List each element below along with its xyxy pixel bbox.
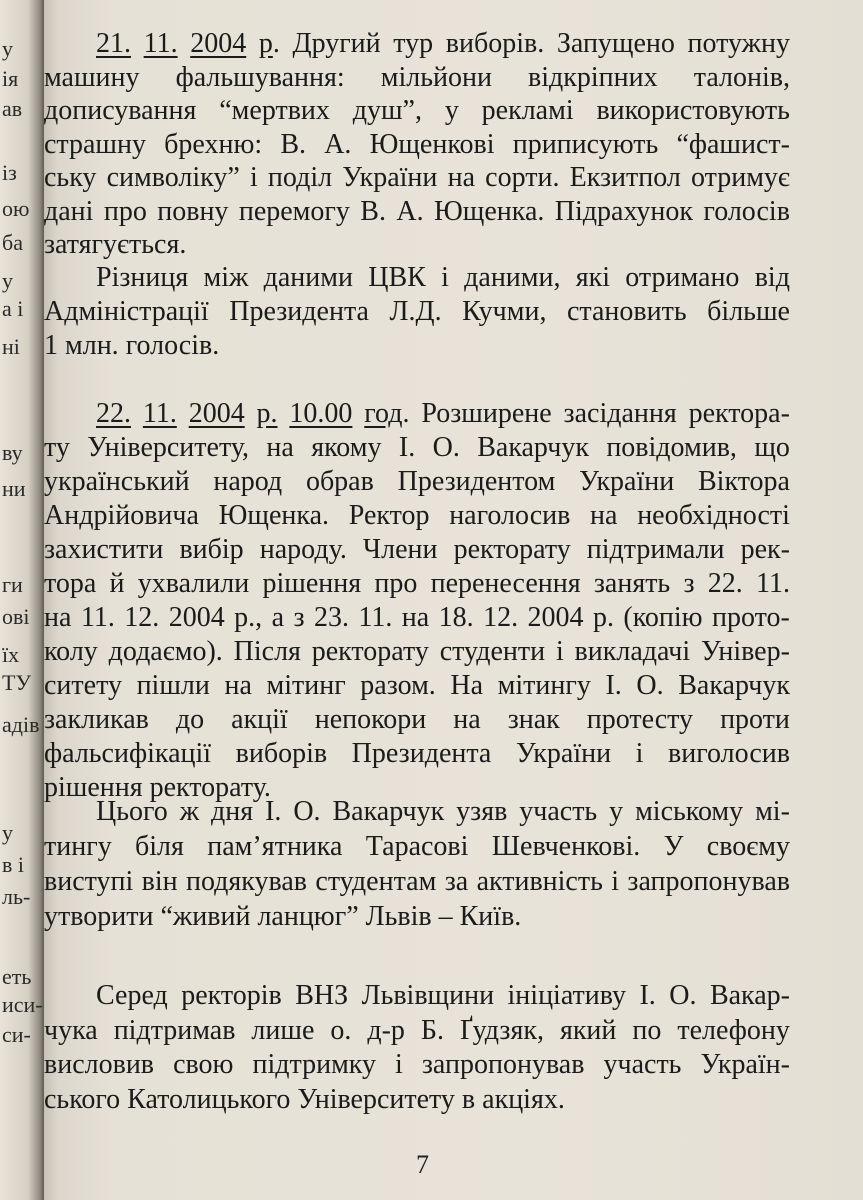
left-page-fragment: у [2,268,13,293]
text-line: 22. 11. 2004 р. 10.00 год. Розширене засідання ректора- [96,398,790,429]
text-line: на 11. 12. 2004 р., а з 23. 11. на 18. 12. 2004 р. (копію прото- [44,602,790,633]
text-line: 21. 11. 2004 р. Другий тур виборів. Запущено потужну [96,28,790,59]
text-line: захистити вибір народу. Члени ректорату підтримали рек- [44,534,790,565]
left-page-fragment: їх [2,642,20,667]
text-line: рішення ректорату. [44,772,271,803]
text-line: український народ обрав Президентом України Віктора [44,466,790,497]
text-line: ситету пішли на мітинг разом. На мітингу І. О. Вакарчук [44,670,790,701]
text-line: Різниця між даними ЦВК і даними, які отримано від [96,262,790,293]
text-line: ського Католицького Університету в акціях. [44,1083,565,1115]
text-line: висловив свою підтримку і запропонував участь Україн- [44,1049,790,1080]
text-line: затягується. [44,229,187,260]
left-page-fragment: ву [2,440,23,465]
left-page-fragment: із [2,160,17,185]
text-line: виступі він подякував студентам за активність і запропонував [44,866,790,897]
left-page-fragment: ги [2,572,23,597]
left-page-fragment: ТУ [2,670,32,695]
text-line: дописування “мертвих душ”, у рекламі використовують [44,95,790,126]
left-page-fragment: ба [2,230,23,255]
text-line: чука підтримав лише о. д-р Б. Ґудзяк, який по телефону [44,1014,790,1046]
text-line: Серед ректорів ВНЗ Львівщини ініціативу І. О. Вакар- [96,980,790,1011]
text-line: Адміністрації Президента Л.Д. Кучми, становить більше [44,296,790,327]
left-page-fragment: си- [2,1022,31,1047]
text-line: машину фальшування: мільйони відкріпних талонів, [44,61,790,93]
text-line: тора й ухвалили рішення про перенесення занять з 22. 11. [44,568,790,599]
text-line: дані про повну перемогу В. А. Ющенка. Підрахунок голосів [44,195,790,227]
left-page-fragment: ові [2,604,30,629]
left-page-fragment: ні [2,334,20,359]
left-page-fragment: ою [2,196,30,221]
left-page-edge [0,0,44,1200]
left-page-fragment: еть [2,964,32,989]
left-page-fragment: иси- [2,992,43,1017]
text-line: ту Університету, на якому І. О. Вакарчук повідомив, що [44,432,790,463]
book-page [44,0,863,1200]
left-page-fragment: адів [2,712,40,737]
text-line: ську символіку” і поділ України на сорти. Екзитпол отримує [44,162,790,193]
text-line: Цього ж дня І. О. Вакарчук узяв участь у міському мі- [96,796,790,827]
left-page-fragment: у [2,820,13,845]
text-line: Андрійовича Ющенка. Ректор наголосив на необхідності [44,500,790,531]
page-text [44,0,863,1200]
text-line: тингу біля пам’ятника Тарасові Шевченкові. У своєму [44,831,790,862]
text-line: закликав до акції непокори на знак протесту проти [44,704,790,735]
left-page-fragment: у [2,36,13,61]
left-page-fragment: ав [2,96,23,121]
left-page-fragment: ія [2,66,19,91]
text-line: 1 млн. голосів. [44,330,220,361]
left-page-fragment: в і [2,852,24,877]
left-page-fragment: ни [2,476,26,501]
text-line: фальсифікації виборів Президента України і виголосив [44,738,790,769]
text-line: страшну брехню: В. А. Ющенкові приписують “фашист- [44,128,790,160]
text-line: колу додаємо). Після ректорату студенти і викладачі Універ- [44,636,790,667]
left-page-fragment: ль- [2,884,31,909]
left-page-fragment: а і [2,296,24,321]
page-number: 7 [416,1150,429,1179]
text-line: утворити “живий ланцюг” Львів – Київ. [44,901,522,932]
